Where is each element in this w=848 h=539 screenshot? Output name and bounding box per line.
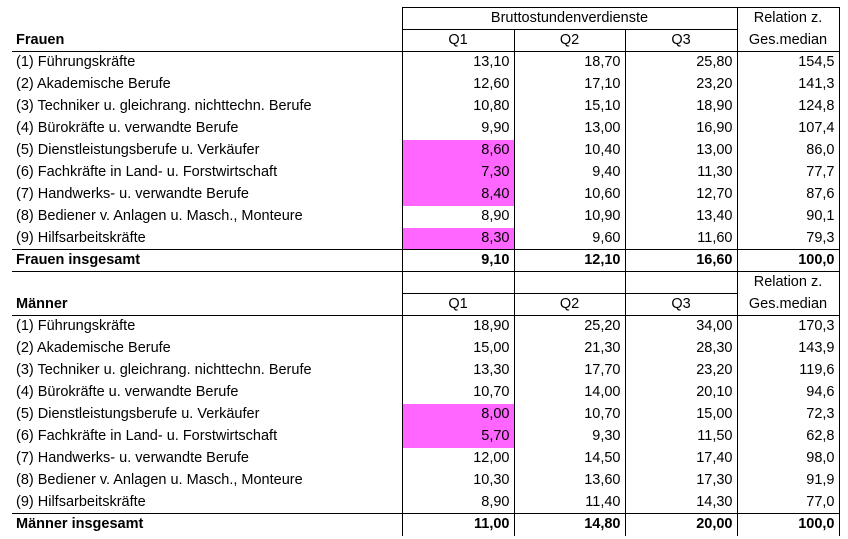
cell-relation: 94,6 [737, 382, 839, 404]
cell-relation: 72,3 [737, 404, 839, 426]
cell-q1: 8,90 [402, 492, 514, 514]
total-q1: 11,00 [402, 514, 514, 536]
col-header-q1: Q1 [402, 294, 514, 316]
total-q3: 20,00 [625, 514, 737, 536]
cell-q2: 9,60 [514, 228, 625, 250]
cell-q2: 18,70 [514, 52, 625, 74]
frauen-rows [12, 52, 839, 250]
row-label: (1) Führungskräfte [16, 318, 136, 335]
cell-relation: 90,1 [737, 206, 839, 228]
cell-q2: 13,60 [514, 470, 625, 492]
cell-relation: 86,0 [737, 140, 839, 162]
row-label: (7) Handwerks- u. verwandte Berufe [16, 450, 249, 466]
cell-q2: 13,00 [514, 118, 625, 140]
cell-q2: 17,10 [514, 74, 625, 96]
col-header-q3: Q3 [625, 294, 737, 316]
cell-relation: 98,0 [737, 448, 839, 470]
cell-relation: 79,3 [737, 228, 839, 250]
cell-q1: 8,60 [402, 140, 514, 162]
row-label: (5) Dienstleistungsberufe u. Verkäufer [16, 142, 260, 158]
cell-q1: 10,30 [402, 470, 514, 492]
cell-q2: 9,30 [514, 426, 625, 448]
total-rel: 100,0 [737, 514, 839, 536]
cell-q3: 34,00 [625, 316, 737, 338]
row-label: (7) Handwerks- u. verwandte Berufe [16, 186, 249, 202]
maenner-header-row-2 [12, 294, 839, 316]
cell-q3: 12,70 [625, 184, 737, 206]
row-label: (6) Fachkräfte in Land- u. Forstwirtschaft [16, 428, 278, 444]
cell-q1: 12,60 [402, 74, 514, 96]
relation-label-line1: Relation z. [737, 8, 839, 30]
total-q2: 12,10 [514, 250, 625, 272]
table-row [12, 382, 839, 404]
table-row [12, 140, 839, 162]
cell-q1: 12,00 [402, 448, 514, 470]
cell-q2: 25,20 [514, 316, 625, 338]
cell-relation: 87,6 [737, 184, 839, 206]
cell-q3: 28,30 [625, 338, 737, 360]
empty-cell [12, 272, 402, 294]
cell-q2: 17,70 [514, 360, 625, 382]
cell-q2: 10,40 [514, 140, 625, 162]
cell-q2: 10,70 [514, 404, 625, 426]
row-label: (3) Techniker u. gleichrang. nichttechn. Berufe [16, 98, 312, 114]
cell-relation: 119,6 [737, 360, 839, 382]
row-label: (4) Bürokräfte u. verwandte Berufe [16, 384, 239, 400]
maenner-rows [12, 316, 839, 514]
cell-q1: 13,30 [402, 360, 514, 382]
cell-q3: 17,30 [625, 470, 737, 492]
row-label: (4) Bürokräfte u. verwandte Berufe [16, 120, 239, 136]
table-row [12, 52, 839, 74]
row-label: (6) Fachkräfte in Land- u. Forstwirtschaft [16, 164, 278, 180]
cell-q2: 15,10 [514, 96, 625, 118]
table-row [12, 404, 839, 426]
cell-q2: 10,90 [514, 206, 625, 228]
table-row [12, 360, 839, 382]
table-row [12, 184, 839, 206]
cell-q3: 25,80 [625, 52, 737, 74]
col-header-q2: Q2 [514, 30, 625, 52]
cell-relation: 77,0 [737, 492, 839, 514]
empty-cell [625, 272, 737, 294]
col-header-q1: Q1 [402, 30, 514, 52]
cell-q1: 8,90 [402, 206, 514, 228]
cell-q1: 15,00 [402, 338, 514, 360]
total-label: Frauen insgesamt [12, 250, 402, 272]
row-label: (2) Akademische Berufe [16, 340, 171, 356]
table-row [12, 470, 839, 492]
col-header-q3: Q3 [625, 30, 737, 52]
cell-q2: 21,30 [514, 338, 625, 360]
cell-q3: 13,00 [625, 140, 737, 162]
empty-cell [12, 8, 402, 30]
total-q1: 9,10 [402, 250, 514, 272]
cell-q3: 14,30 [625, 492, 737, 514]
total-q3: 16,60 [625, 250, 737, 272]
cell-q3: 23,20 [625, 360, 737, 382]
table-row [12, 74, 839, 96]
cell-relation: 170,3 [737, 316, 839, 338]
cell-q1: 10,70 [402, 382, 514, 404]
table-row [12, 228, 839, 250]
cell-q3: 11,60 [625, 228, 737, 250]
relation-label-line1: Relation z. [737, 272, 839, 294]
row-label: (5) Dienstleistungsberufe u. Verkäufer [16, 406, 260, 422]
empty-cell [402, 272, 514, 294]
row-label: (3) Techniker u. gleichrang. nichttechn. Berufe [16, 362, 312, 378]
cell-relation: 91,9 [737, 470, 839, 492]
maenner-total-row [12, 514, 839, 536]
cell-q3: 16,90 [625, 118, 737, 140]
frauen-header-row-2 [12, 30, 839, 52]
relation-label-line2: Ges.median [737, 294, 839, 316]
cell-q1: 8,00 [402, 404, 514, 426]
relation-label-line2: Ges.median [737, 30, 839, 52]
frauen-total-row [12, 250, 839, 272]
cell-q1: 8,30 [402, 228, 514, 250]
cell-relation: 124,8 [737, 96, 839, 118]
row-label: (9) Hilfsarbeitskräfte [16, 229, 146, 246]
cell-q1: 13,10 [402, 52, 514, 74]
cell-q1: 9,90 [402, 118, 514, 140]
row-label: (1) Führungskräfte [16, 54, 136, 71]
total-q2: 14,80 [514, 514, 625, 536]
cell-q1: 7,30 [402, 162, 514, 184]
table-row [12, 426, 839, 448]
col-header-q2: Q2 [514, 294, 625, 316]
cell-relation: 107,4 [737, 118, 839, 140]
row-label: (8) Bediener v. Anlagen u. Masch., Monteure [16, 208, 303, 224]
empty-cell [514, 272, 625, 294]
cell-relation: 62,8 [737, 426, 839, 448]
cell-q3: 17,40 [625, 448, 737, 470]
cell-q3: 11,30 [625, 162, 737, 184]
cell-q3: 11,50 [625, 426, 737, 448]
row-label: (2) Akademische Berufe [16, 76, 171, 92]
group-title: Bruttostundenverdienste [402, 8, 737, 30]
cell-relation: 143,9 [737, 338, 839, 360]
cell-q3: 13,40 [625, 206, 737, 228]
cell-q2: 14,50 [514, 448, 625, 470]
table-row [12, 118, 839, 140]
table-row [12, 338, 839, 360]
cell-q3: 23,20 [625, 74, 737, 96]
cell-q2: 9,40 [514, 162, 625, 184]
table-row [12, 448, 839, 470]
cell-q3: 20,10 [625, 382, 737, 404]
row-label: (9) Hilfsarbeitskräfte [16, 493, 146, 510]
cell-q3: 15,00 [625, 404, 737, 426]
frauen-header-row-1 [12, 8, 839, 30]
cell-q2: 10,60 [514, 184, 625, 206]
total-rel: 100,0 [737, 250, 839, 272]
section-title-frauen: Frauen [12, 30, 402, 52]
cell-relation: 154,5 [737, 52, 839, 74]
cell-q1: 10,80 [402, 96, 514, 118]
table-row [12, 96, 839, 118]
total-label: Männer insgesamt [12, 514, 402, 536]
maenner-header-row-1 [12, 272, 839, 294]
cell-q1: 5,70 [402, 426, 514, 448]
cell-q1: 8,40 [402, 184, 514, 206]
row-label: (8) Bediener v. Anlagen u. Masch., Monteure [16, 472, 303, 488]
section-title-maenner: Männer [12, 294, 402, 316]
cell-q2: 14,00 [514, 382, 625, 404]
cell-q3: 18,90 [625, 96, 737, 118]
cell-relation: 141,3 [737, 74, 839, 96]
cell-q1: 18,90 [402, 316, 514, 338]
cell-q2: 11,40 [514, 492, 625, 514]
table-row [12, 162, 839, 184]
table-row [12, 316, 839, 338]
table-row [12, 492, 839, 514]
table-row [12, 206, 839, 228]
earnings-table [12, 7, 840, 536]
cell-relation: 77,7 [737, 162, 839, 184]
